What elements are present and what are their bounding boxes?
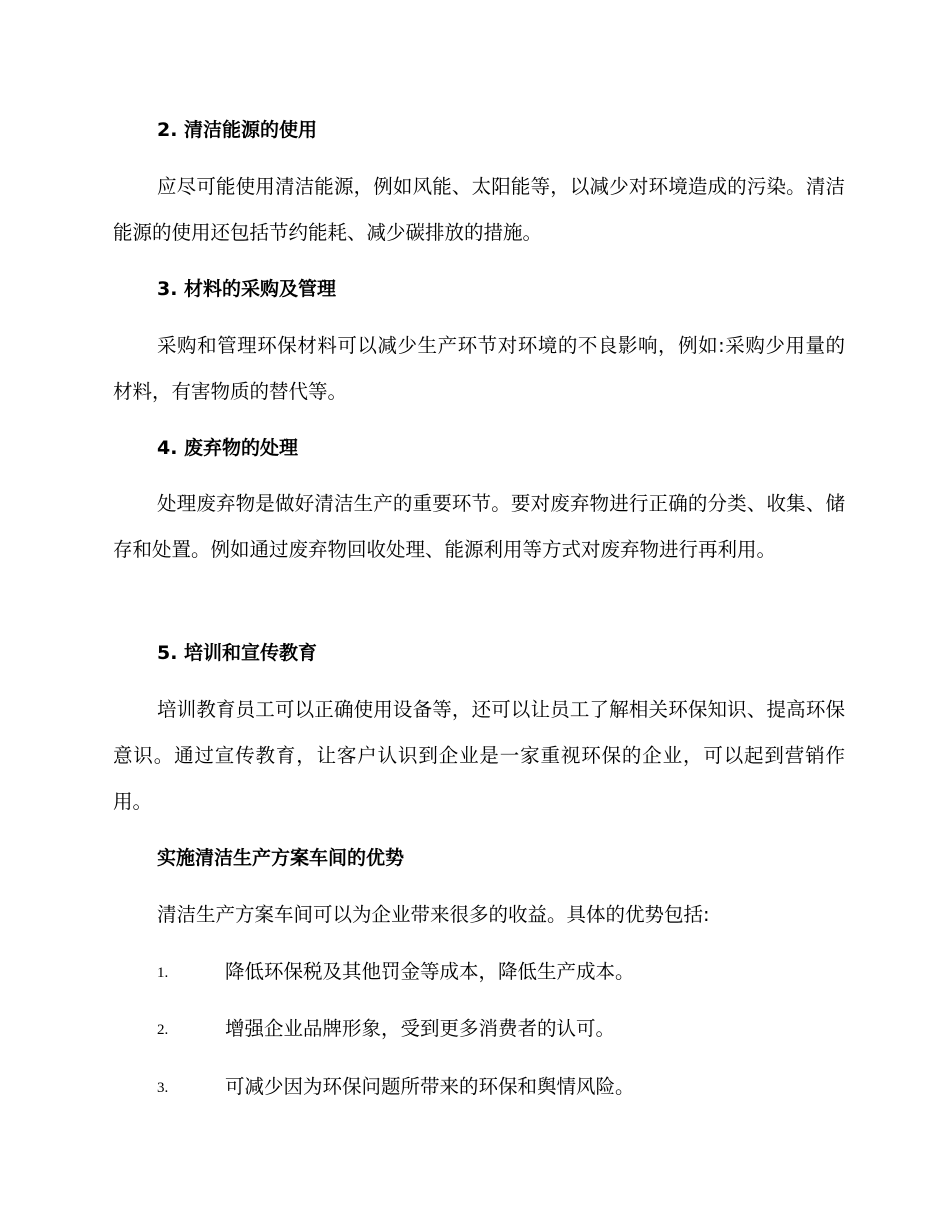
section-body-waste: 处理废弃物是做好清洁生产的重要环节。要对废弃物进行正确的分类、收集、储存和处置。例如通过废弃物回收处理、能源利用等方式对废弃物进行再利用。 (113, 492, 845, 561)
list-item-text: 可减少因为环保问题所带来的环保和舆情风险。 (225, 1075, 635, 1098)
list-item-text: 增强企业品牌形象，受到更多消费者的认可。 (225, 1017, 616, 1040)
advantages-heading: 实施清洁生产方案车间的优势 (157, 847, 405, 869)
section-heading-training: 5. 培训和宣传教育 (157, 642, 318, 664)
section-heading-waste: 4. 废弃物的处理 (157, 437, 299, 459)
section-heading-materials: 3. 材料的采购及管理 (157, 278, 337, 300)
section-heading-clean-energy: 2. 清洁能源的使用 (157, 119, 318, 141)
list-item-number: 2. (157, 1022, 169, 1038)
section-body-clean-energy: 应尽可能使用清洁能源，例如风能、太阳能等，以减少对环境造成的污染。清洁能源的使用还包括节约能耗、减少碳排放的措施。 (113, 175, 845, 244)
section-body-materials: 采购和管理环保材料可以减少生产环节对环境的不良影响，例如:采购少用量的材料，有害物质的替代等。 (113, 334, 845, 403)
list-item-number: 3. (157, 1080, 169, 1096)
list-item-text: 降低环保税及其他罚金等成本，降低生产成本。 (225, 960, 635, 983)
advantages-intro: 清洁生产方案车间可以为企业带来很多的收益。具体的优势包括: (157, 903, 710, 926)
section-body-training: 培训教育员工可以正确使用设备等，还可以让员工了解相关环保知识、提高环保意识。通过宣传教育，让客户认识到企业是一家重视环保的企业，可以起到营销作用。 (113, 698, 845, 813)
list-item-number: 1. (157, 965, 169, 981)
